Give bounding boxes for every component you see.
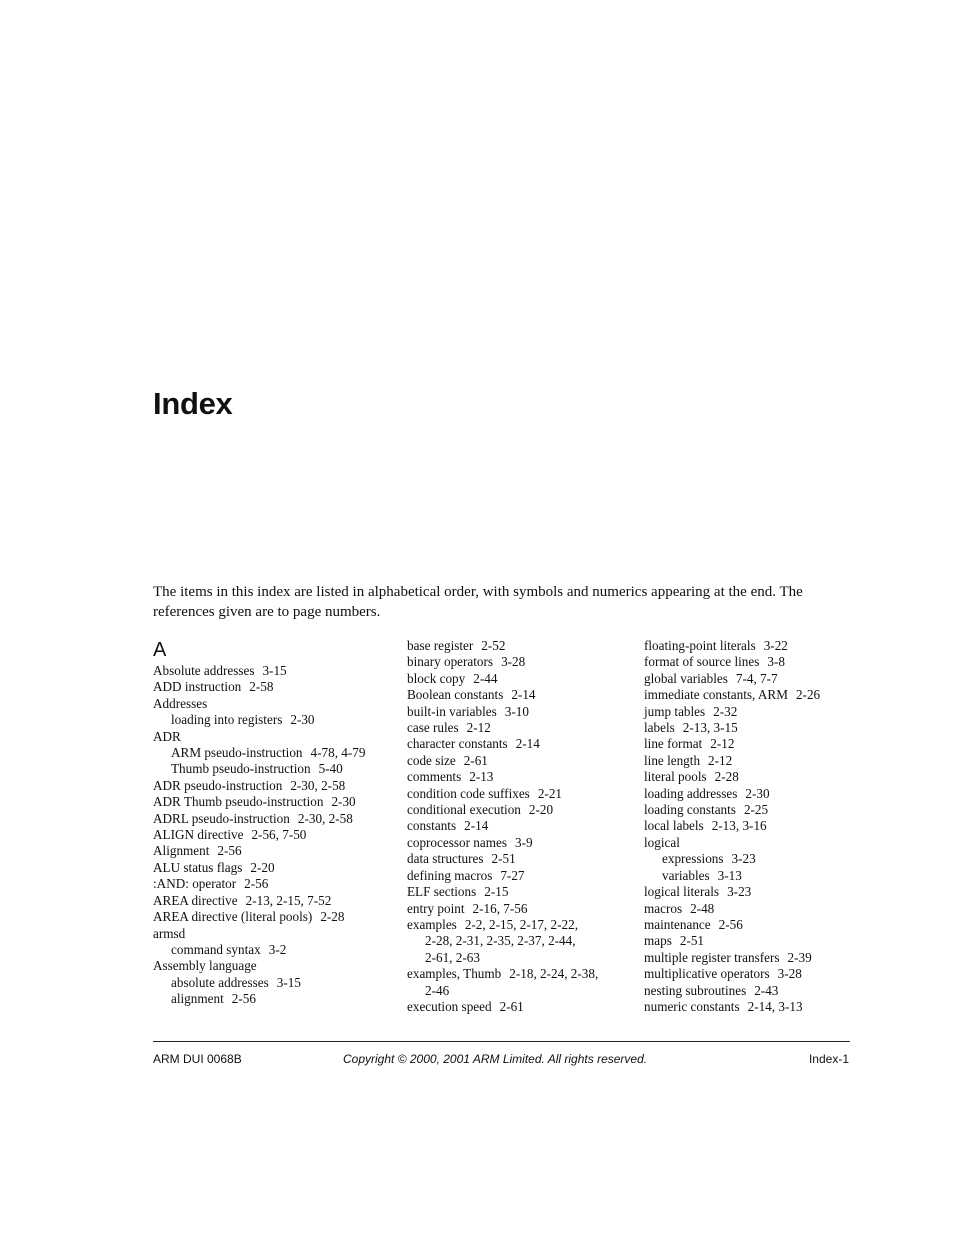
index-term: binary operators xyxy=(407,654,494,670)
index-term: coprocessor names xyxy=(407,834,507,850)
index-term: Alignment xyxy=(153,843,210,859)
index-term: ARM pseudo-instruction xyxy=(171,745,303,761)
index-entry xyxy=(407,753,598,769)
index-term: ADR xyxy=(153,728,181,744)
index-term: ELF sections xyxy=(407,884,477,900)
index-entry xyxy=(644,638,820,654)
index-entry xyxy=(153,926,365,942)
page-refs: 2-28 xyxy=(714,769,739,785)
index-term: base register xyxy=(407,638,474,653)
page-refs: 2-14 xyxy=(511,687,536,703)
page-refs: 2-14 xyxy=(515,736,540,752)
index-entry xyxy=(644,704,820,720)
page-refs: 3-10 xyxy=(504,703,529,719)
page-refs: 3-28 xyxy=(501,654,526,670)
index-term: variables xyxy=(662,867,710,883)
index-entry xyxy=(407,835,598,851)
page-refs: 2-43 xyxy=(754,982,779,998)
index-refs-continuation xyxy=(407,950,598,966)
index-entry xyxy=(407,687,598,703)
index-column-3 xyxy=(644,638,820,1015)
index-entry xyxy=(644,999,820,1015)
page-refs: 2-32 xyxy=(713,703,738,719)
index-term: maintenance xyxy=(644,916,711,932)
index-term: maps xyxy=(644,933,672,949)
index-entry xyxy=(407,654,598,670)
index-entry xyxy=(407,818,598,834)
index-entry xyxy=(407,851,598,867)
page-refs: 3-2 xyxy=(268,941,287,957)
page-refs: 2-28, 2-31, 2-35, 2-37, 2-44, xyxy=(425,933,576,949)
index-term: conditional execution xyxy=(407,802,521,818)
index-term: logical literals xyxy=(644,884,720,900)
index-entry xyxy=(644,654,820,670)
page-refs: 2-2, 2-15, 2-17, 2-22, xyxy=(464,916,578,932)
index-subentry xyxy=(153,712,365,728)
page-refs: 3-15 xyxy=(262,663,287,678)
index-entry xyxy=(407,966,598,982)
page-refs: 2-18, 2-24, 2-38, xyxy=(509,966,599,982)
index-term: multiple register transfers xyxy=(644,949,780,965)
page-refs: 2-56 xyxy=(231,991,256,1007)
page-refs: 3-22 xyxy=(763,638,788,653)
page-refs: 2-20 xyxy=(528,802,554,818)
index-term: labels xyxy=(644,720,675,736)
index-entry xyxy=(407,917,598,933)
index-term: block copy xyxy=(407,670,466,686)
index-entry xyxy=(407,884,598,900)
page-refs: 2-25 xyxy=(743,802,769,818)
index-term: alignment xyxy=(171,991,224,1007)
index-entry xyxy=(407,638,598,654)
index-entry xyxy=(153,843,365,859)
page-refs: 2-30, 2-58 xyxy=(297,810,353,826)
page-refs: 2-51 xyxy=(491,851,516,867)
page-refs: 2-13, 3-15 xyxy=(682,720,738,736)
index-entry xyxy=(407,736,598,752)
page-refs: 2-51 xyxy=(679,933,705,949)
index-term: format of source lines xyxy=(644,654,760,670)
index-term: ADR pseudo-instruction xyxy=(153,777,283,793)
page-refs: 2-12 xyxy=(708,752,733,768)
index-term: numeric constants xyxy=(644,998,740,1014)
index-term: Thumb pseudo-instruction xyxy=(171,761,311,777)
index-entry xyxy=(644,720,820,736)
index-term: loading into registers xyxy=(171,712,283,728)
index-entry xyxy=(644,802,820,818)
footer-doc-id: ARM DUI 0068B xyxy=(153,1052,242,1066)
index-entry xyxy=(644,901,820,917)
index-subentry xyxy=(153,745,365,761)
page-refs: 3-8 xyxy=(767,654,785,670)
index-term: ADRL pseudo-instruction xyxy=(153,810,290,826)
page-refs: 2-21 xyxy=(537,785,563,801)
index-term: macros xyxy=(644,900,683,916)
index-term: comments xyxy=(407,769,462,785)
index-term: literal pools xyxy=(644,769,707,785)
index-entry xyxy=(153,958,365,974)
index-term: line format xyxy=(644,736,703,752)
page-refs: 2-12 xyxy=(710,736,735,752)
index-term: Addresses xyxy=(153,695,208,711)
page-refs: 3-23 xyxy=(727,884,752,900)
page-refs: 2-56 xyxy=(718,916,743,932)
index-entry xyxy=(153,679,365,695)
index-entry xyxy=(644,818,820,834)
page-refs: 2-39 xyxy=(787,949,812,965)
index-term: global variables xyxy=(644,670,728,686)
index-subentry xyxy=(153,761,365,777)
page-refs: 2-48 xyxy=(690,900,715,916)
page-refs: 5-40 xyxy=(318,761,343,777)
index-entry xyxy=(153,663,365,679)
index-term: AREA directive xyxy=(153,892,238,908)
index-term: multiplicative operators xyxy=(644,966,770,982)
index-term: examples xyxy=(407,916,457,932)
page-refs: 2-52 xyxy=(481,638,506,653)
index-term: logical xyxy=(644,834,680,850)
index-entry xyxy=(644,736,820,752)
index-term: floating-point literals xyxy=(644,638,756,653)
index-refs-continuation xyxy=(407,983,598,999)
index-term: armsd xyxy=(153,925,186,941)
page-refs: 2-56, 7-50 xyxy=(251,827,307,843)
section-letter: A xyxy=(153,639,167,661)
page-refs: 2-61, 2-63 xyxy=(425,949,480,965)
index-intro: The items in this index are listed in alphabetical order, with symbols and numerics appearing at the end. The references given are to page numbers. xyxy=(153,584,803,620)
page-refs: 2-14, 3-13 xyxy=(747,998,803,1014)
index-entry xyxy=(407,868,598,884)
page-refs: 2-30 xyxy=(745,785,770,801)
index-entry xyxy=(407,901,598,917)
footer-copyright: Copyright © 2000, 2001 ARM Limited. All rights reserved. xyxy=(343,1052,648,1066)
page-refs: 3-9 xyxy=(514,834,533,850)
page-refs: 2-14 xyxy=(464,818,489,834)
index-term: code size xyxy=(407,752,456,768)
page-refs: 2-30, 2-58 xyxy=(290,777,346,793)
index-term: expressions xyxy=(662,851,724,867)
index-entry xyxy=(407,999,598,1015)
index-column-2 xyxy=(407,638,598,1015)
index-term: Assembly language xyxy=(153,958,257,974)
index-term: Boolean constants xyxy=(407,687,504,703)
index-entry xyxy=(153,729,365,745)
index-entry xyxy=(644,786,820,802)
page-title: Index xyxy=(153,386,233,421)
index-term: loading constants xyxy=(644,802,736,818)
page-refs: 4-78, 4-79 xyxy=(310,745,366,761)
index-term: Absolute addresses xyxy=(153,663,255,678)
index-entry xyxy=(644,917,820,933)
index-column-1 xyxy=(153,638,365,1008)
index-entry xyxy=(153,696,365,712)
page-refs: 2-26 xyxy=(795,687,821,703)
index-term: absolute addresses xyxy=(171,974,269,990)
page-refs: 2-13, 3-16 xyxy=(711,818,767,834)
index-entry xyxy=(644,966,820,982)
index-entry xyxy=(407,769,598,785)
index-term: ADR Thumb pseudo-instruction xyxy=(153,794,324,810)
index-entry xyxy=(407,720,598,736)
page-refs: 2-13 xyxy=(469,769,494,785)
page-refs: 2-13, 2-15, 7-52 xyxy=(245,892,332,908)
index-term: line length xyxy=(644,752,701,768)
page-refs: 2-61 xyxy=(499,998,524,1014)
page-refs: 2-44 xyxy=(473,670,498,686)
index-term: entry point xyxy=(407,900,465,916)
index-term: execution speed xyxy=(407,998,492,1014)
index-entry xyxy=(153,909,365,925)
page-refs: 3-13 xyxy=(717,867,742,883)
index-entry xyxy=(153,876,365,892)
index-term: loading addresses xyxy=(644,785,738,801)
index-term: nesting subroutines xyxy=(644,982,747,998)
index-term: data structures xyxy=(407,851,484,867)
index-term: command syntax xyxy=(171,941,261,957)
page-refs: 2-30 xyxy=(331,794,356,810)
page-refs: 2-46 xyxy=(425,982,450,998)
page-refs: 3-15 xyxy=(276,974,301,990)
page-refs: 2-20 xyxy=(250,859,275,875)
index-entry xyxy=(644,671,820,687)
index-subentry xyxy=(153,991,365,1007)
index-entry xyxy=(644,835,820,851)
index-entry xyxy=(644,950,820,966)
page-refs: 7-4, 7-7 xyxy=(735,670,778,686)
index-term: ALU status flags xyxy=(153,859,243,875)
index-entry xyxy=(153,893,365,909)
page-refs: 2-30 xyxy=(290,712,315,728)
page-refs: 3-28 xyxy=(777,966,802,982)
index-term: character constants xyxy=(407,736,508,752)
index-entry xyxy=(644,983,820,999)
index-entry xyxy=(644,769,820,785)
index-entry xyxy=(407,802,598,818)
index-entry xyxy=(407,704,598,720)
index-term: case rules xyxy=(407,720,459,736)
index-term: local labels xyxy=(644,818,704,834)
index-term: immediate constants, ARM xyxy=(644,687,788,703)
index-entry xyxy=(644,933,820,949)
index-entry xyxy=(153,860,365,876)
page-refs: 2-56 xyxy=(217,843,242,859)
index-entry xyxy=(153,778,365,794)
page-refs: 2-16, 7-56 xyxy=(472,900,528,916)
index-entry xyxy=(153,811,365,827)
index-entry xyxy=(153,827,365,843)
footer-page-number: Index-1 xyxy=(808,1052,849,1066)
index-entry xyxy=(407,786,598,802)
page-refs: 2-58 xyxy=(249,679,274,695)
index-entry xyxy=(153,794,365,810)
index-subentry xyxy=(644,851,820,867)
index-entry xyxy=(644,884,820,900)
index-entry xyxy=(407,671,598,687)
index-term: defining macros xyxy=(407,867,493,883)
page-refs: 7-27 xyxy=(500,867,525,883)
index-subentry xyxy=(153,942,365,958)
index-subentry xyxy=(644,868,820,884)
index-entry xyxy=(644,753,820,769)
index-term: ALIGN directive xyxy=(153,827,244,843)
index-term: :AND: operator xyxy=(153,876,237,892)
index-term: examples, Thumb xyxy=(407,966,502,982)
index-term: condition code suffixes xyxy=(407,785,530,801)
footer-divider xyxy=(153,1041,850,1042)
page-refs: 2-28 xyxy=(320,909,345,925)
index-term: jump tables xyxy=(644,703,706,719)
page-refs: 2-12 xyxy=(466,720,491,736)
index-subentry xyxy=(153,975,365,991)
index-entry xyxy=(644,687,820,703)
index-refs-continuation xyxy=(407,933,598,949)
index-term: ADD instruction xyxy=(153,679,242,695)
page-refs: 2-15 xyxy=(484,884,509,900)
page-refs: 2-61 xyxy=(463,752,488,768)
page-refs: 2-56 xyxy=(244,876,269,892)
index-term: built-in variables xyxy=(407,703,497,719)
page-refs: 3-23 xyxy=(731,851,756,867)
index-term: AREA directive (literal pools) xyxy=(153,909,313,925)
index-term: constants xyxy=(407,818,457,834)
